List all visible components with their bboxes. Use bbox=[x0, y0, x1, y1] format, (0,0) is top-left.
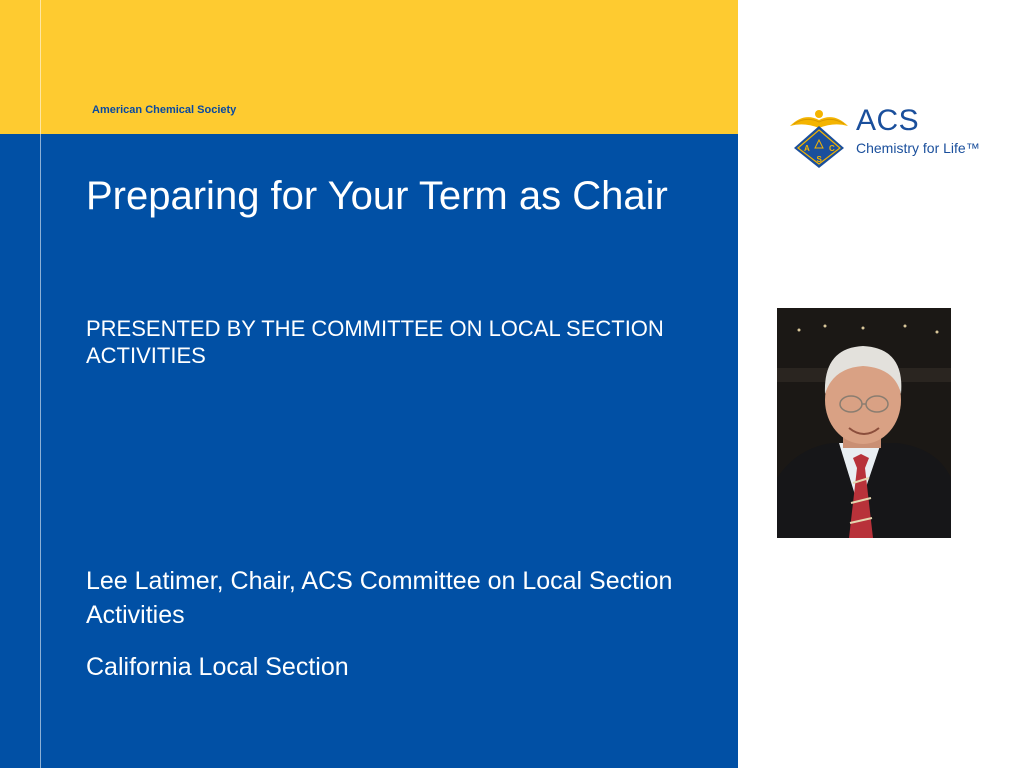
acs-tagline: Chemistry for Life™ bbox=[856, 140, 980, 156]
slide-title: Preparing for Your Term as Chair bbox=[86, 174, 668, 218]
seal-letter-c: C bbox=[829, 144, 835, 153]
organization-name: American Chemical Society bbox=[92, 104, 237, 116]
presenter-line: Lee Latimer, Chair, ACS Committee on Local Section Activities bbox=[86, 567, 673, 629]
local-section-line: California Local Section bbox=[86, 653, 349, 681]
presenter-photo bbox=[777, 308, 951, 538]
acs-seal-icon bbox=[786, 102, 852, 168]
acs-wordmark: ACS bbox=[856, 104, 920, 137]
presenter-portrait-image bbox=[777, 308, 951, 538]
slide-subtitle: PRESENTED BY THE COMMITTEE ON LOCAL SECTION ACTIVITIES bbox=[86, 316, 664, 368]
acs-logo bbox=[786, 100, 986, 170]
seal-letter-s: S bbox=[816, 155, 822, 164]
seal-letter-a: A bbox=[804, 144, 810, 153]
margin-line bbox=[40, 0, 41, 768]
